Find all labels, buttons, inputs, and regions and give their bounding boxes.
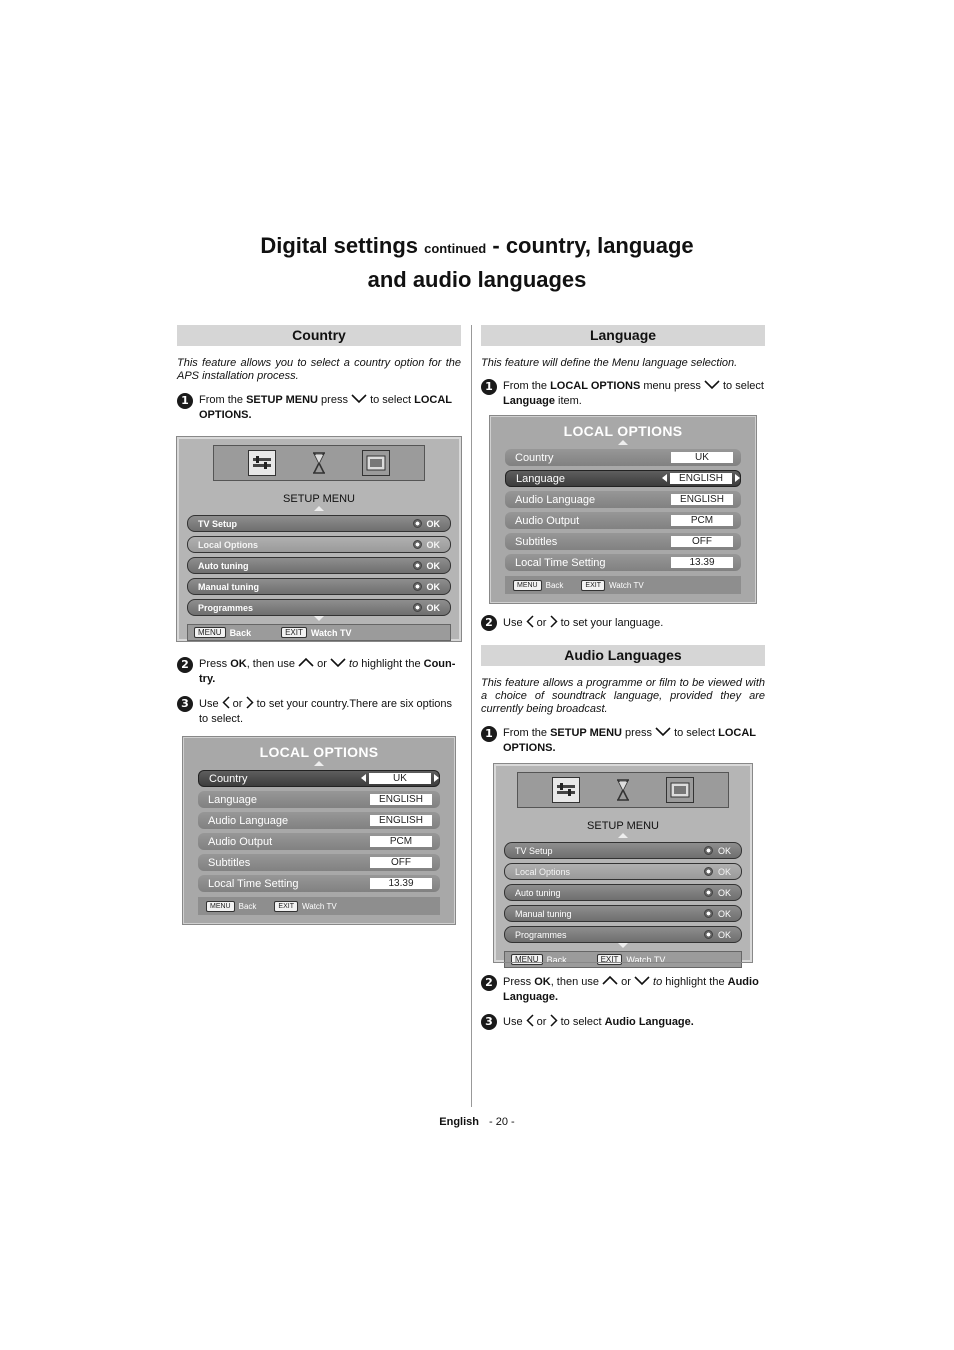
row-value: OK [426, 539, 440, 550]
setup-menu-panel [177, 437, 461, 641]
title-line2: and audio languages [367, 267, 587, 292]
arrow-right-icon[interactable] [434, 774, 439, 782]
radio-icon [704, 909, 713, 918]
setup-row-programmes[interactable] [187, 599, 451, 616]
step-text: , then use [246, 658, 299, 670]
setup-row-local-options[interactable] [504, 863, 742, 880]
step-text: to set your country.There are six options to select. [199, 698, 453, 725]
setup-row-manual-tuning[interactable] [187, 578, 451, 595]
step-bold: Audio Language. [604, 1016, 694, 1028]
row-value: OK [717, 929, 731, 940]
step-number: 3 [481, 1014, 497, 1030]
step-number: 1 [481, 726, 497, 742]
local-row-audio-output[interactable] [198, 833, 440, 850]
row-label: Audio Output [208, 835, 273, 848]
step-text: to select [671, 727, 719, 739]
watch-tv-label: Watch TV [310, 627, 352, 638]
local-row-subtitles[interactable] [198, 854, 440, 871]
row-label: Programmes [515, 929, 567, 940]
row-value: ENGLISH [370, 815, 432, 826]
country-section [177, 325, 461, 924]
step-text: From the [503, 727, 551, 739]
step-text: item. [554, 395, 582, 407]
back-label: Back [546, 954, 567, 965]
page-footer [0, 1116, 954, 1128]
step-text: to select [557, 1016, 605, 1028]
step-bold: Language [503, 395, 555, 407]
language-section [481, 325, 765, 1030]
watch-tv-label: Watch TV [301, 901, 337, 911]
watch-tv-label: Watch TV [608, 580, 644, 590]
language-heading: Language [481, 325, 765, 346]
row-value [369, 773, 431, 784]
setup-tools-icon[interactable] [248, 450, 276, 476]
radio-icon [413, 603, 422, 612]
menu-icon-bar [517, 772, 729, 808]
local-options-title: LOCAL OPTIONS [259, 744, 379, 760]
local-row-subtitles[interactable] [505, 533, 741, 550]
row-value: OK [717, 887, 731, 898]
local-row-audio-language[interactable] [198, 812, 440, 829]
row-label: Audio Language [515, 493, 596, 506]
setup-row-auto-tuning[interactable] [504, 884, 742, 901]
row-value [670, 473, 732, 484]
menu-key[interactable]: MENU [511, 954, 543, 965]
row-value: ENGLISH [671, 494, 733, 505]
step-bold: Coun-try. [199, 658, 456, 685]
menu-key[interactable]: MENU [194, 627, 226, 638]
local-row-audio-output[interactable] [505, 512, 741, 529]
radio-icon [704, 846, 713, 855]
step-bold: SETUP MENU [246, 394, 318, 406]
tv-screen-icon[interactable] [666, 777, 694, 803]
row-value: 13.39 [671, 557, 733, 568]
row-label: Auto tuning [198, 560, 249, 571]
step-text: or [533, 1016, 550, 1028]
local-options-panel [490, 416, 756, 603]
local-options-title: LOCAL OPTIONS [563, 423, 683, 439]
local-row-country[interactable] [505, 449, 741, 466]
setup-row-tv-setup[interactable] [504, 842, 742, 859]
row-value: ENGLISH [370, 794, 432, 805]
radio-icon [413, 540, 422, 549]
radio-icon [413, 519, 422, 528]
step-number: 2 [481, 975, 497, 991]
step-text: press [622, 727, 656, 739]
chevron-down-icon [330, 657, 346, 668]
radio-icon [413, 582, 422, 591]
row-label: Audio Language [208, 814, 289, 827]
chevron-up-icon [298, 657, 314, 668]
row-value: UK [671, 452, 733, 463]
arrow-left-icon[interactable] [662, 474, 667, 482]
scroll-up-icon [314, 761, 324, 766]
local-row-language[interactable] [505, 470, 741, 487]
row-label: Local Time Setting [208, 877, 299, 890]
step-text: Press [503, 976, 535, 988]
scroll-up-icon [314, 506, 324, 511]
row-label: Local Options [515, 866, 571, 877]
step-bold: OK [534, 976, 551, 988]
setup-menu-footer [504, 951, 742, 968]
local-row-country[interactable] [198, 770, 440, 787]
chevron-right-icon [550, 1014, 558, 1027]
step-text: to [345, 658, 359, 670]
step-bold: LOCAL OPTIONS [550, 380, 641, 392]
audio-languages-heading: Audio Languages [481, 645, 765, 666]
chevron-left-icon [526, 615, 534, 628]
step-number: 2 [177, 657, 193, 673]
country-intro: This feature allows you to select a country option for the APS installation process. [177, 357, 461, 382]
local-options-panel [183, 737, 455, 924]
setup-menu-footer [187, 624, 451, 641]
local-row-local-time[interactable] [198, 875, 440, 892]
step-text: or [229, 698, 246, 710]
setup-row-local-options[interactable] [187, 536, 451, 553]
chevron-up-icon [602, 975, 618, 986]
hourglass-icon[interactable] [609, 777, 637, 803]
step-bold: OK [230, 658, 247, 670]
row-label: Country [209, 772, 248, 785]
row-value: OK [426, 602, 440, 613]
scroll-up-icon [618, 440, 628, 445]
chevron-down-icon [351, 393, 367, 404]
step-bold: LOCAL OPTIONS. [503, 727, 756, 754]
row-label: Manual tuning [515, 908, 572, 919]
radio-icon [704, 888, 713, 897]
row-label: TV Setup [515, 845, 553, 856]
radio-icon [704, 930, 713, 939]
step-text: or [618, 976, 634, 988]
step-number: 1 [481, 379, 497, 395]
row-label: Language [208, 793, 257, 806]
local-row-audio-language[interactable] [505, 491, 741, 508]
chevron-left-icon [222, 696, 230, 709]
local-row-local-time[interactable] [505, 554, 741, 571]
row-value: 13.39 [370, 878, 432, 889]
row-label: Manual tuning [198, 581, 259, 592]
chevron-down-icon [704, 379, 720, 390]
row-value: OK [426, 560, 440, 571]
language-step-2 [481, 615, 765, 631]
step-text: highlight the [662, 976, 728, 988]
step-text: , then use [550, 976, 603, 988]
step-text: Use [503, 1016, 526, 1028]
step-number: 1 [177, 393, 193, 409]
exit-key[interactable]: EXIT [281, 627, 307, 638]
chevron-down-icon [634, 975, 650, 986]
step-text: to set your language. [557, 617, 664, 629]
step-bold: LOCAL OPTIONS. [199, 394, 452, 421]
step-text: press [318, 394, 352, 406]
step-bold: Audio Language. [503, 976, 759, 1003]
chevron-right-icon [550, 615, 558, 628]
value-text: ENGLISH [679, 473, 723, 484]
title-rest: - country, language [492, 233, 694, 258]
row-label: Subtitles [515, 535, 558, 548]
footer-language: English [439, 1116, 480, 1128]
setup-row-tv-setup[interactable] [187, 515, 451, 532]
exit-key[interactable]: EXIT [274, 901, 298, 912]
hourglass-icon[interactable] [305, 450, 333, 476]
row-label: Country [515, 451, 554, 464]
step-text: Use [199, 698, 222, 710]
country-step-2 [177, 657, 461, 687]
country-step-3 [177, 696, 461, 727]
audio-step-2 [481, 975, 765, 1005]
exit-key[interactable]: EXIT [581, 580, 605, 591]
setup-tools-icon[interactable] [552, 777, 580, 803]
step-text: or [314, 658, 330, 670]
step-bold: SETUP MENU [550, 727, 622, 739]
setup-menu-title: SETUP MENU [587, 820, 659, 832]
radio-icon [413, 561, 422, 570]
step-text: From the [199, 394, 247, 406]
page-title [0, 230, 954, 295]
step-text: or [533, 617, 550, 629]
menu-key[interactable]: MENU [513, 580, 542, 591]
step-text: to select [367, 394, 415, 406]
local-options-footer [505, 576, 741, 594]
row-value: OK [426, 518, 440, 529]
local-row-language[interactable] [198, 791, 440, 808]
row-label: Programmes [198, 602, 254, 613]
row-value: OK [717, 845, 731, 856]
step-text: menu press [640, 380, 704, 392]
chevron-down-icon [655, 726, 671, 737]
row-value: PCM [671, 515, 733, 526]
row-value: OK [717, 908, 731, 919]
row-label: Auto tuning [515, 887, 561, 898]
step-text: highlight the [358, 658, 424, 670]
setup-row-manual-tuning[interactable] [504, 905, 742, 922]
title-main: Digital settings [260, 233, 419, 258]
step-number: 3 [177, 696, 193, 712]
country-step-1 [177, 393, 461, 423]
setup-menu-panel [494, 764, 752, 965]
watch-tv-label: Watch TV [626, 954, 666, 965]
scroll-down-icon [618, 943, 628, 948]
row-label: Language [516, 472, 565, 485]
step-text: Press [199, 658, 231, 670]
row-label: Local Options [198, 539, 259, 550]
step-number: 2 [481, 615, 497, 631]
step-text: From the [503, 380, 551, 392]
column-divider [471, 325, 472, 1107]
radio-icon [704, 867, 713, 876]
tv-screen-icon[interactable] [362, 450, 390, 476]
row-value: OFF [671, 536, 733, 547]
title-continued: continued [424, 241, 487, 256]
row-value: OK [717, 866, 731, 877]
row-value: PCM [370, 836, 432, 847]
step-text: Use [503, 617, 526, 629]
row-label: Subtitles [208, 856, 251, 869]
audio-step-1 [481, 726, 765, 756]
back-label: Back [238, 901, 257, 911]
setup-row-auto-tuning[interactable] [187, 557, 451, 574]
row-value: OK [426, 581, 440, 592]
country-heading: Country [177, 325, 461, 346]
row-label: TV Setup [198, 518, 238, 529]
scroll-down-icon [314, 616, 324, 621]
menu-icon-bar [213, 445, 425, 481]
chevron-right-icon [246, 696, 254, 709]
arrow-right-icon[interactable] [735, 474, 740, 482]
setup-row-programmes[interactable] [504, 926, 742, 943]
step-text: to select [719, 380, 764, 392]
audio-step-3 [481, 1014, 765, 1030]
setup-menu-title: SETUP MENU [283, 493, 355, 505]
row-label: Audio Output [515, 514, 580, 527]
audio-intro: This feature allows a programme or film to be viewed with a choice of soundtrack language, provided they are currently being broadcast. [481, 677, 765, 715]
scroll-up-icon [618, 833, 628, 838]
back-label: Back [229, 627, 252, 638]
row-label: Local Time Setting [515, 556, 606, 569]
language-step-1 [481, 379, 765, 409]
back-label: Back [545, 580, 564, 590]
step-text: to [649, 976, 663, 988]
arrow-left-icon[interactable] [361, 774, 366, 782]
value-text: UK [393, 773, 407, 784]
chevron-left-icon [526, 1014, 534, 1027]
language-intro: This feature will define the Menu language selection. [481, 357, 738, 369]
row-value: OFF [370, 857, 432, 868]
page-number: - 20 - [489, 1116, 515, 1128]
local-options-footer [198, 897, 440, 915]
exit-key[interactable]: EXIT [597, 954, 623, 965]
menu-key[interactable]: MENU [206, 901, 235, 912]
